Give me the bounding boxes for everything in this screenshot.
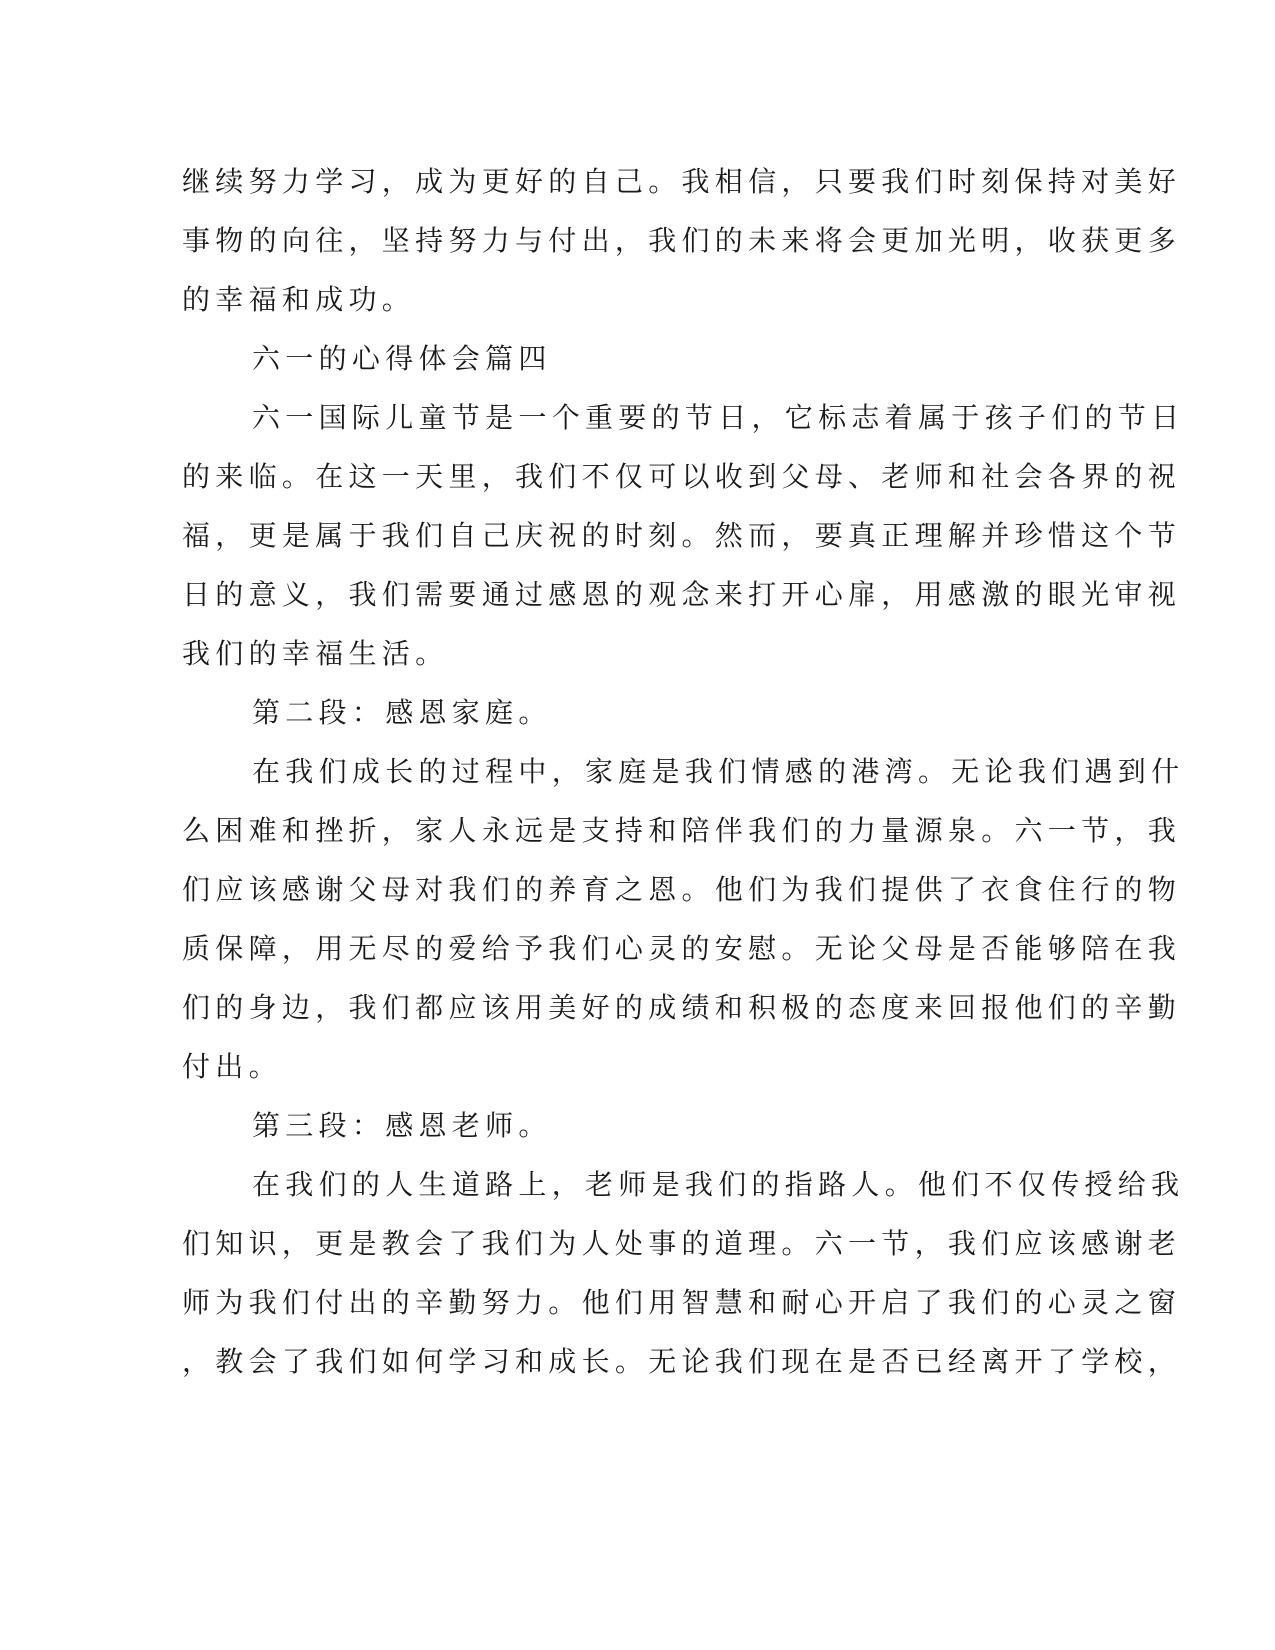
text-line-3: 的幸福和成功。 — [182, 283, 416, 316]
text-line-18: 在我们的人生道路上，老师是我们的指路人。他们不仅传授给我 — [252, 1168, 1185, 1201]
section-heading: 六一的心得体会篇四 — [252, 342, 552, 375]
text-line-21: ，教会了我们如何学习和成长。无论我们现在是否已经离开了学校， — [182, 1345, 1182, 1378]
text-line-16: 付出。 — [182, 1050, 282, 1083]
text-line-14: 质保障，用无尽的爱给予我们心灵的安慰。无论父母是否能够陪在我 — [182, 932, 1182, 965]
text-line-13: 们应该感谢父母对我们的养育之恩。他们为我们提供了衣食住行的物 — [182, 873, 1182, 906]
text-line-1: 继续努力学习，成为更好的自己。我相信，只要我们时刻保持对美好 — [182, 165, 1182, 198]
text-line-9: 我们的幸福生活。 — [182, 637, 449, 670]
text-line-5: 六一国际儿童节是一个重要的节日，它标志着属于孩子们的节日 — [252, 401, 1185, 434]
text-line-11: 在我们成长的过程中，家庭是我们情感的港湾。无论我们遇到什 — [252, 755, 1185, 788]
text-line-19: 们知识，更是教会了我们为人处事的道理。六一节，我们应该感谢老 — [182, 1227, 1182, 1260]
paragraph-heading-2: 第二段：感恩家庭。 — [252, 696, 552, 729]
text-line-6: 的来临。在这一天里，我们不仅可以收到父母、老师和社会各界的祝 — [182, 460, 1182, 493]
text-line-12: 么困难和挫折，家人永远是支持和陪伴我们的力量源泉。六一节，我 — [182, 814, 1182, 847]
text-line-15: 们的身边，我们都应该用美好的成绩和积极的态度来回报他们的辛勤 — [182, 991, 1182, 1024]
text-line-7: 福，更是属于我们自己庆祝的时刻。然而，要真正理解并珍惜这个节 — [182, 519, 1182, 552]
text-line-2: 事物的向往，坚持努力与付出，我们的未来将会更加光明，收获更多 — [182, 224, 1182, 257]
text-line-8: 日的意义，我们需要通过感恩的观念来打开心扉，用感激的眼光审视 — [182, 578, 1182, 611]
paragraph-heading-3: 第三段：感恩老师。 — [252, 1109, 552, 1142]
text-line-20: 师为我们付出的辛勤努力。他们用智慧和耐心开启了我们的心灵之窗 — [182, 1286, 1182, 1319]
